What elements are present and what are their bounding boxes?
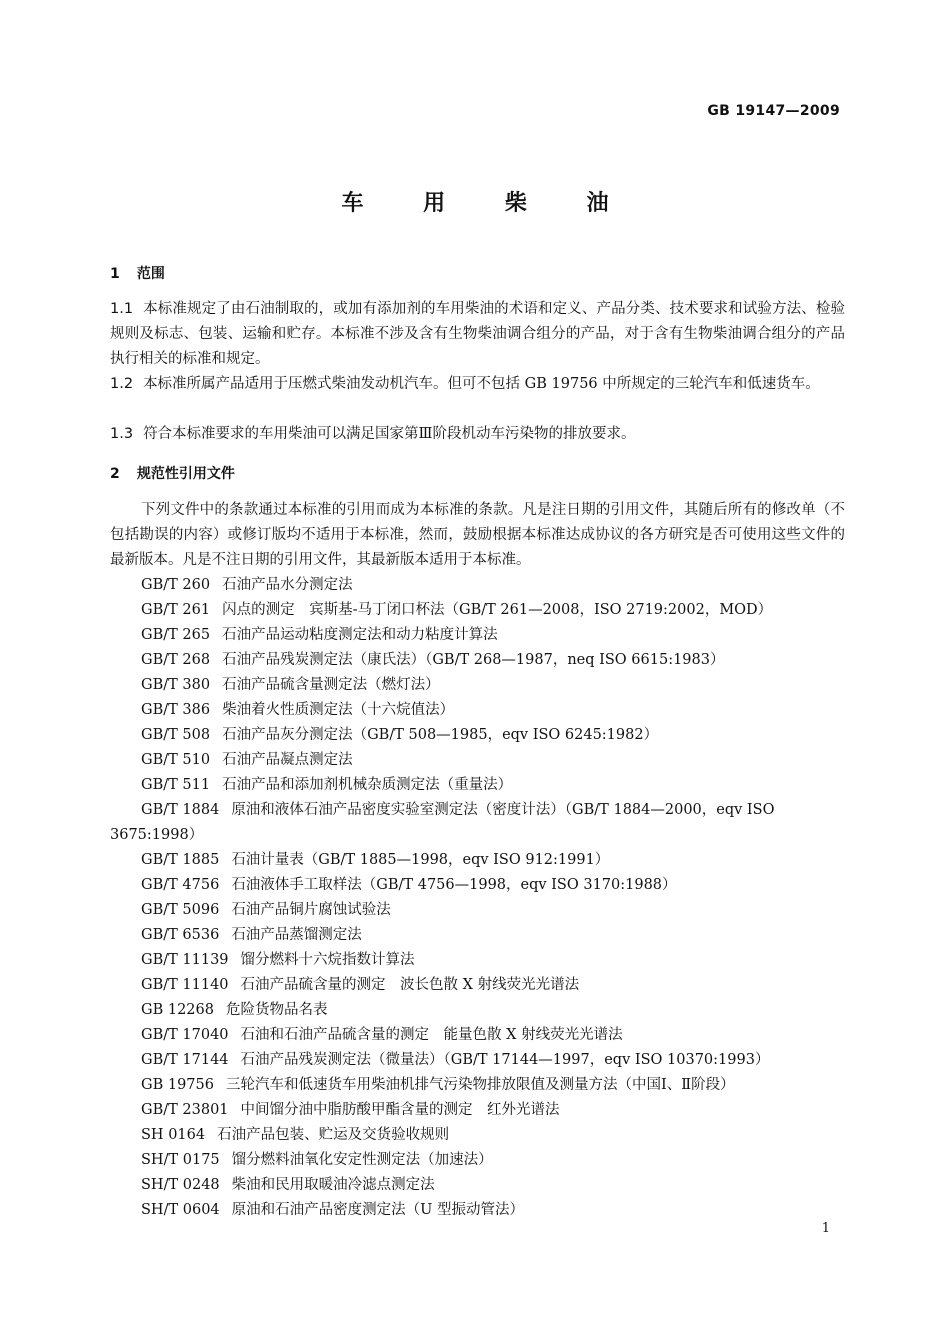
reference-item <box>110 998 845 1023</box>
reference-item <box>110 973 845 998</box>
reference-item <box>110 898 845 923</box>
reference-item <box>110 923 845 948</box>
reference-item <box>110 1023 845 1048</box>
reference-code: GB/T 260 <box>141 577 211 593</box>
section-number: 1 <box>110 266 120 282</box>
reference-title: 石油产品铜片腐蚀试验法 <box>231 902 391 918</box>
reference-title: 柴油和民用取暖油冷滤点测定法 <box>231 1177 435 1193</box>
reference-title: 危险货物品名表 <box>225 1002 328 1018</box>
reference-title: 石油产品凝点测定法 <box>222 752 353 768</box>
reference-item <box>110 673 845 698</box>
reference-code: GB/T 386 <box>141 702 211 718</box>
reference-code: GB/T 5096 <box>141 902 220 918</box>
section-number: 2 <box>110 466 120 482</box>
standard-code: GB 19147—2009 <box>707 103 840 119</box>
reference-item <box>110 1123 845 1148</box>
reference-title: 石油计量表（GB/T 1885—1998，eqv ISO 912:1991） <box>231 852 610 868</box>
reference-code: GB 19756 <box>141 1077 214 1093</box>
reference-code: GB/T 23801 <box>141 1102 229 1118</box>
clause-number: 1.2 <box>110 376 134 392</box>
reference-code: SH 0164 <box>141 1127 206 1143</box>
clause-text: 本标准规定了由石油制取的，或加有添加剂的车用柴油的术语和定义、产品分类、技术要求和试验方法、检验规则及标志、包装、运输和贮存。本标准不涉及含有生物柴油调合组分的产品，对于含有生物柴油调合组分的产品执行相关的标准和规定。 <box>110 301 845 367</box>
reference-item <box>110 598 845 623</box>
reference-code: GB/T 268 <box>141 652 211 668</box>
reference-code: GB/T 1884 <box>141 802 220 818</box>
reference-item <box>110 1173 845 1198</box>
reference-title: 石油产品运动粘度测定法和动力粘度计算法 <box>222 627 498 643</box>
reference-item <box>110 723 845 748</box>
reference-item <box>110 948 845 973</box>
clause-text: 符合本标准要求的车用柴油可以满足国家第Ⅲ阶段机动车污染物的排放要求。 <box>143 426 636 442</box>
section-2-heading <box>110 463 235 483</box>
reference-code: GB/T 17040 <box>141 1027 229 1043</box>
section-title: 规范性引用文件 <box>136 466 235 482</box>
reference-code: GB/T 508 <box>141 727 211 743</box>
reference-list <box>110 573 845 1223</box>
reference-code: GB/T 6536 <box>141 927 220 943</box>
reference-item <box>110 1098 845 1123</box>
reference-item <box>110 573 845 598</box>
reference-title: 柴油着火性质测定法（十六烷值法） <box>222 702 455 718</box>
clause-1-3 <box>110 422 845 447</box>
section-1-heading <box>110 263 165 283</box>
reference-item <box>110 698 845 723</box>
reference-title: 馏分燃料十六烷指数计算法 <box>240 952 415 968</box>
reference-item <box>110 848 845 873</box>
reference-code: GB 12268 <box>141 1002 214 1018</box>
reference-item <box>110 1048 845 1073</box>
reference-title: 石油产品灰分测定法（GB/T 508—1985，eqv ISO 6245:1982） <box>222 727 659 743</box>
reference-title: 石油产品水分测定法 <box>222 577 353 593</box>
reference-item <box>110 1198 845 1223</box>
reference-title: 石油产品硫含量测定法（燃灯法） <box>222 677 440 693</box>
clause-number: 1.1 <box>110 301 134 317</box>
reference-code: GB/T 261 <box>141 602 211 618</box>
reference-item <box>110 773 845 798</box>
reference-item <box>110 648 845 673</box>
reference-title: 石油液体手工取样法（GB/T 4756—1998，eqv ISO 3170:1988） <box>231 877 677 893</box>
reference-item <box>110 748 845 773</box>
reference-item <box>110 623 845 648</box>
reference-code: GB/T 11139 <box>141 952 229 968</box>
reference-title: 馏分燃料油氧化安定性测定法（加速法） <box>231 1152 493 1168</box>
document-title: 车 用 柴 油 <box>341 191 635 216</box>
reference-code: SH/T 0175 <box>141 1152 220 1168</box>
reference-item <box>110 1148 845 1173</box>
reference-item <box>110 873 845 898</box>
reference-title: 石油产品硫含量的测定 波长色散 X 射线荧光光谱法 <box>240 977 580 993</box>
reference-title: 石油产品残炭测定法（微量法）（GB/T 17144—1997，eqv ISO 10370:1993） <box>240 1052 770 1068</box>
reference-code: GB/T 510 <box>141 752 211 768</box>
reference-item <box>110 1073 845 1098</box>
reference-item <box>110 798 845 848</box>
reference-title: 石油产品蒸馏测定法 <box>231 927 362 943</box>
reference-title: 中间馏分油中脂肪酸甲酯含量的测定 红外光谱法 <box>240 1102 560 1118</box>
clause-text: 本标准所属产品适用于压燃式柴油发动机汽车。但可不包括 GB 19756 中所规定的三轮汽车和低速货车。 <box>143 376 820 392</box>
reference-code: GB/T 265 <box>141 627 211 643</box>
section-2-intro: 下列文件中的条款通过本标准的引用而成为本标准的条款。凡是注日期的引用文件，其随后所有的修改单（不包括勘误的内容）或修订版均不适用于本标准，然而，鼓励根据本标准达成协议的各方研究是否可使用这些文件的最新版本。凡是不注日期的引用文件，其最新版本适用于本标准。 <box>110 502 845 568</box>
reference-code: SH/T 0248 <box>141 1177 220 1193</box>
reference-title: 原油和液体石油产品密度实验室测定法（密度计法）（GB/T 1884—2000，eqv ISO 3675:1998） <box>110 802 775 843</box>
section-title: 范围 <box>136 266 165 282</box>
reference-title: 石油产品包装、贮运及交货验收规则 <box>217 1127 450 1143</box>
page-number: 1 <box>821 1221 830 1236</box>
reference-code: GB/T 11140 <box>141 977 229 993</box>
reference-code: SH/T 0604 <box>141 1202 220 1218</box>
clause-1-1 <box>110 297 845 372</box>
reference-title: 石油和石油产品硫含量的测定 能量色散 X 射线荧光光谱法 <box>240 1027 623 1043</box>
reference-title: 三轮汽车和低速货车用柴油机排气污染物排放限值及测量方法（中国Ⅰ、Ⅱ阶段） <box>225 1077 735 1093</box>
reference-code: GB/T 1885 <box>141 852 220 868</box>
reference-code: GB/T 380 <box>141 677 211 693</box>
reference-code: GB/T 17144 <box>141 1052 229 1068</box>
clause-number: 1.3 <box>110 426 134 442</box>
reference-title: 石油产品残炭测定法（康氏法）（GB/T 268—1987，neq ISO 6615:1983） <box>222 652 725 668</box>
reference-title: 闪点的测定 宾斯基-马丁闭口杯法（GB/T 261—2008，ISO 2719:2002，MOD） <box>222 602 773 618</box>
reference-title: 原油和石油产品密度测定法（U 型振动管法） <box>231 1202 524 1218</box>
reference-title: 石油产品和添加剂机械杂质测定法（重量法） <box>222 777 513 793</box>
reference-code: GB/T 511 <box>141 777 211 793</box>
clause-1-2 <box>110 372 845 397</box>
reference-code: GB/T 4756 <box>141 877 220 893</box>
